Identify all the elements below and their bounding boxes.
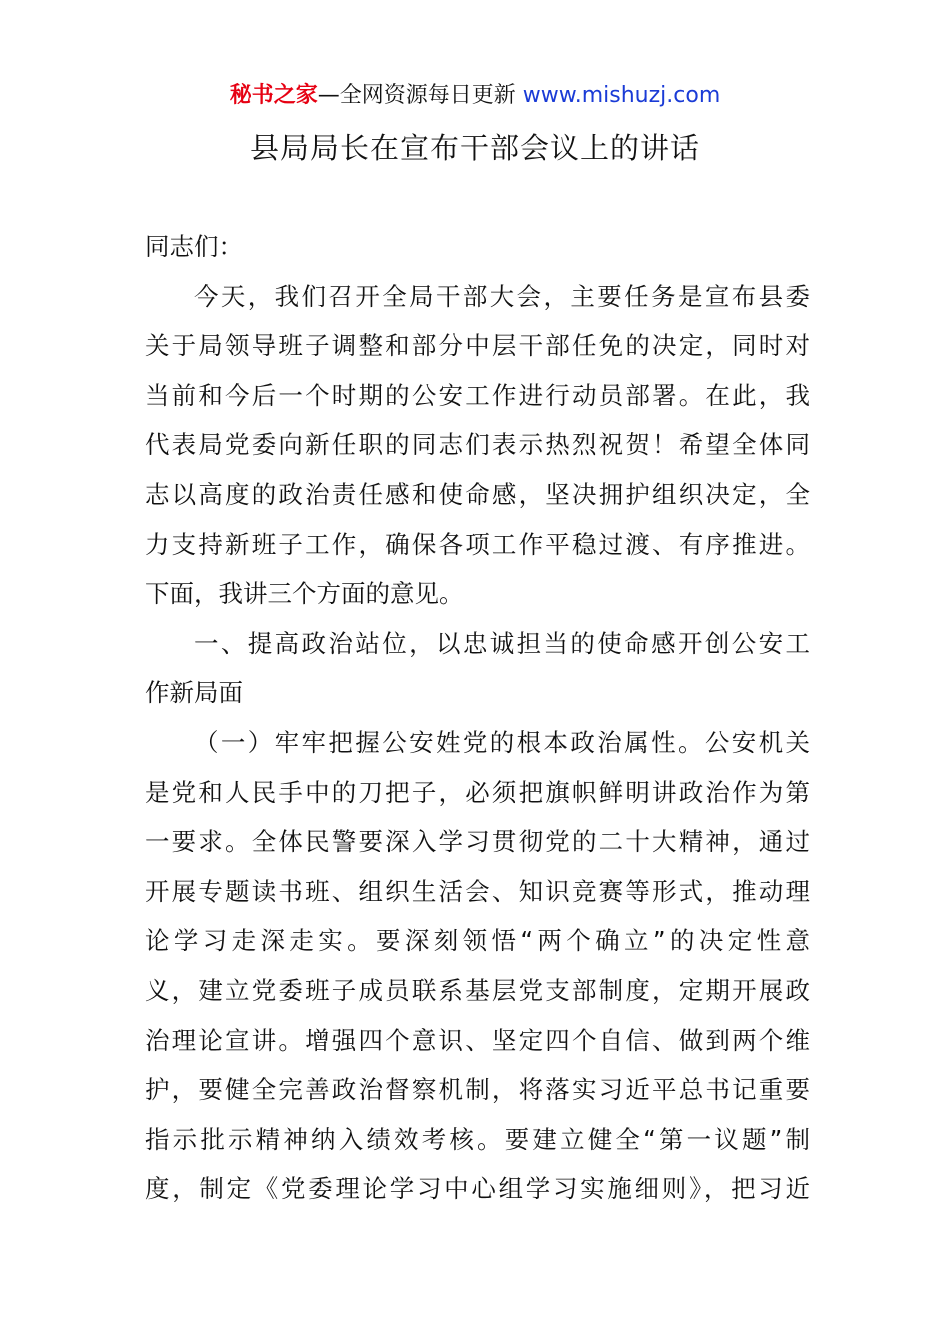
document-body — [145, 222, 810, 1214]
banner-tagline: —全网资源每日更新 — [317, 83, 523, 108]
body-line: 当前和今后一个时期的公安工作进行动员部署。在此，我 — [145, 380, 810, 410]
site-url-link[interactable]: www.mishuzj.com — [522, 83, 721, 108]
body-line: 论学习走深走实。要深刻领悟“两个确立”的决定性意 — [145, 926, 810, 956]
body-line: 志以高度的政治责任感和使命感，坚决拥护组织决定，全 — [145, 479, 810, 509]
body-line: 治理论宣讲。增强四个意识、坚定四个自信、做到两个维 — [145, 1025, 810, 1055]
body-line: 义，建立党委班子成员联系基层党支部制度，定期开展政 — [145, 975, 810, 1005]
body-line: 护，要健全完善政治督察机制，将落实习近平总书记重要 — [145, 1075, 810, 1105]
body-line: 作新局面 — [145, 678, 243, 708]
body-line: 是党和人民手中的刀把子，必须把旗帜鲜明讲政治作为第 — [145, 777, 810, 807]
body-line: 下面，我讲三个方面的意见。 — [145, 579, 464, 609]
document-title: 县局局长在宣布干部会议上的讲话 — [249, 131, 700, 165]
body-line: 开展专题读书班、组织生活会、知识竞赛等形式，推动理 — [145, 876, 810, 906]
body-line: 代表局党委向新任职的同志们表示热烈祝贺！希望全体同 — [145, 430, 810, 460]
body-line: 今天，我们召开全局干部大会，主要任务是宣布县委 — [194, 281, 810, 311]
brand-name: 秘书之家 — [229, 83, 318, 108]
body-line: 度，制定《党委理论学习中心组学习实施细则》，把习近 — [145, 1174, 810, 1204]
body-line: 力支持新班子工作，确保各项工作平稳过渡、有序推进。 — [145, 529, 810, 559]
body-line: （一）牢牢把握公安姓党的根本政治属性。公安机关 — [194, 727, 810, 757]
site-banner — [0, 80, 950, 112]
body-line: 一、提高政治站位，以忠诚担当的使命感开创公安工 — [194, 628, 810, 658]
body-line: 一要求。全体民警要深入学习贯彻党的二十大精神，通过 — [145, 827, 810, 857]
body-line: 关于局领导班子调整和部分中层干部任免的决定，同时对 — [145, 331, 810, 361]
body-line: 指示批示精神纳入绩效考核。要建立健全“第一议题”制 — [145, 1124, 810, 1154]
body-line: 同志们： — [145, 232, 243, 261]
